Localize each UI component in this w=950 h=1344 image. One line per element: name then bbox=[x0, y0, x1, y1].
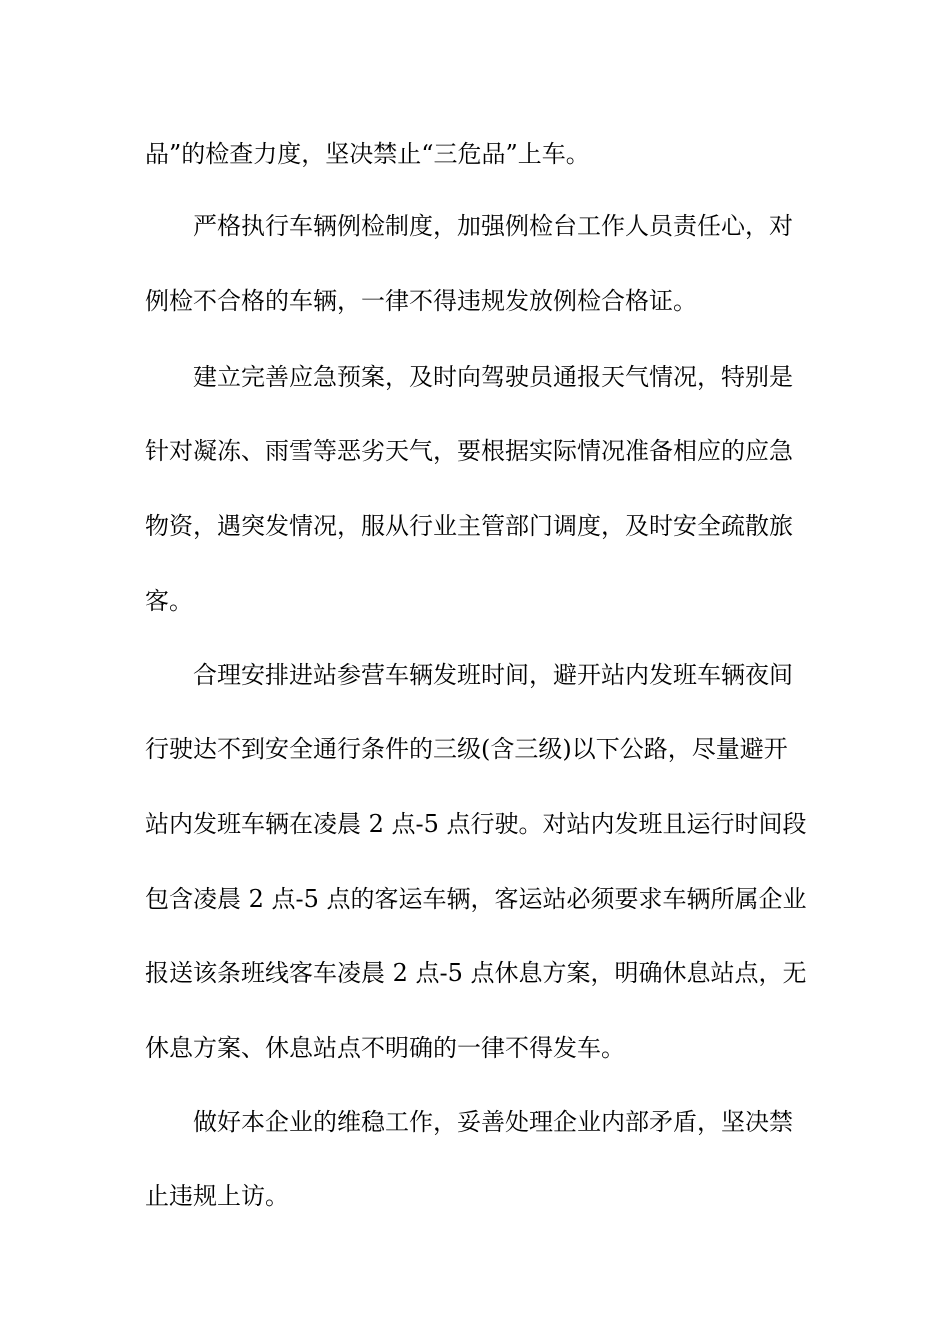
paragraph-first-line: 合理安排进站参营车辆发班时间，避开站内发班车辆夜间 bbox=[193, 661, 793, 689]
text-line: 客。 bbox=[145, 587, 193, 615]
paragraph-first-line: 严格执行车辆例检制度，加强例检台工作人员责任心，对 bbox=[193, 212, 793, 240]
text-line: 包含凌晨 2 点-5 点的客运车辆，客运站必须要求车辆所属企业 bbox=[145, 885, 807, 913]
text-line: 报送该条班线客车凌晨 2 点-5 点休息方案，明确休息站点，无 bbox=[145, 959, 807, 987]
paragraph-first-line: 做好本企业的维稳工作，妥善处理企业内部矛盾，坚决禁 bbox=[193, 1108, 793, 1136]
text-line: 行驶达不到安全通行条件的三级(含三级)以下公路，尽量避开 bbox=[145, 735, 788, 763]
paragraph-first-line: 建立完善应急预案，及时向驾驶员通报天气情况，特别是 bbox=[193, 363, 793, 391]
text-line: 物资，遇突发情况，服从行业主管部门调度，及时安全疏散旅 bbox=[145, 512, 793, 540]
text-line: 针对凝冻、雨雪等恶劣天气，要根据实际情况准备相应的应急 bbox=[145, 437, 793, 465]
text-line: 止违规上访。 bbox=[145, 1182, 289, 1210]
text-line: 例检不合格的车辆，一律不得违规发放例检合格证。 bbox=[145, 287, 697, 315]
text-line: 休息方案、休息站点不明确的一律不得发车。 bbox=[145, 1034, 625, 1062]
text-line: 品”的检查力度，坚决禁止“三危品”上车。 bbox=[145, 140, 590, 168]
text-line: 站内发班车辆在凌晨 2 点-5 点行驶。对站内发班且运行时间段 bbox=[145, 810, 807, 838]
